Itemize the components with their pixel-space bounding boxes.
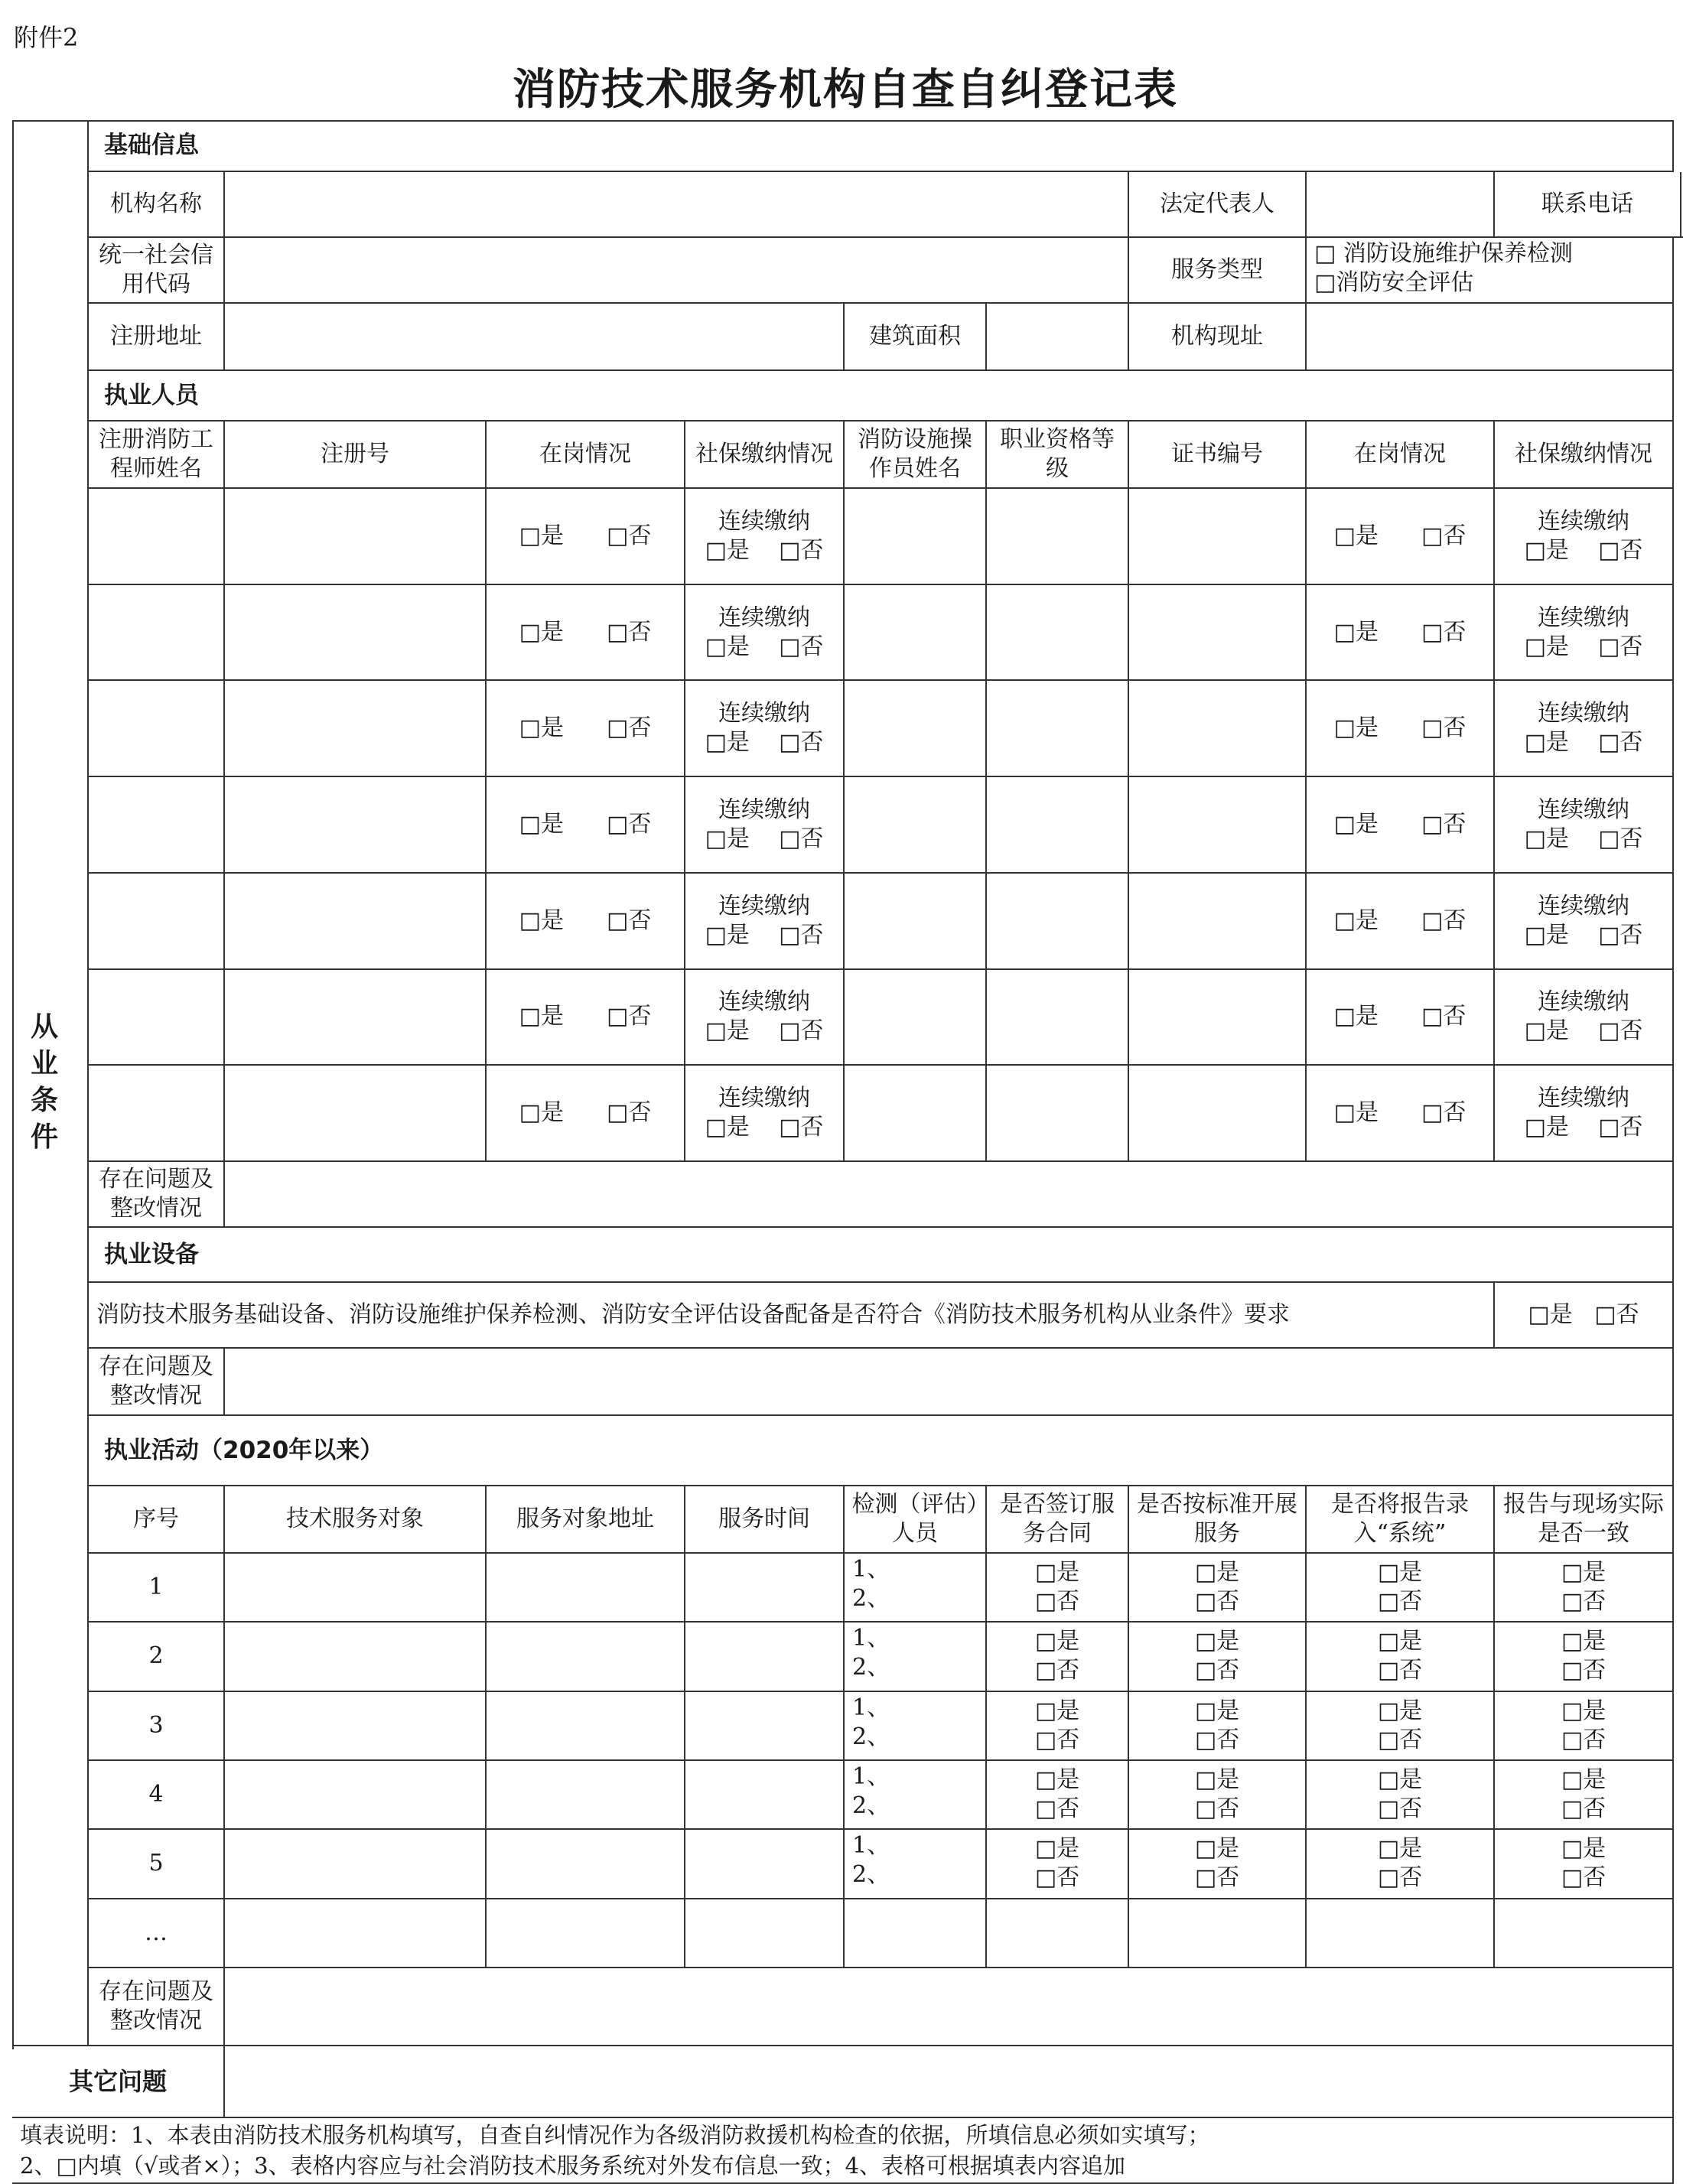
no-checkbox: □否 bbox=[607, 1099, 652, 1127]
social-insurance-checkboxes[interactable] bbox=[1495, 1066, 1674, 1162]
yes-no-checkboxes[interactable] bbox=[1307, 1554, 1495, 1623]
continuous-label: 连续缴纳 bbox=[718, 700, 810, 727]
inspector-line: 1、 bbox=[852, 1763, 890, 1790]
yes-no-checkboxes[interactable] bbox=[1495, 1623, 1674, 1691]
engineer-name-field[interactable] bbox=[89, 777, 225, 874]
yes-no-checkbox: □是 □否 bbox=[1524, 633, 1643, 660]
reg-number-field[interactable] bbox=[225, 681, 487, 777]
no-checkbox: □否 bbox=[1034, 1864, 1080, 1892]
yes-no-checkbox: □是 □否 bbox=[705, 1017, 824, 1045]
service-address-field[interactable] bbox=[487, 1692, 685, 1761]
no-checkbox: □否 bbox=[1034, 1588, 1080, 1616]
yes-checkbox: □是 bbox=[519, 1099, 564, 1127]
inspector-line: 2、 bbox=[852, 1585, 890, 1612]
issues-field[interactable] bbox=[225, 1162, 1674, 1228]
no-checkbox: □否 bbox=[1421, 618, 1467, 646]
no-checkbox: □否 bbox=[1377, 1726, 1423, 1753]
cert-number-field[interactable] bbox=[1129, 489, 1307, 585]
row-sequence: 3 bbox=[89, 1692, 225, 1761]
row-sequence: 5 bbox=[89, 1830, 225, 1899]
no-checkbox: □否 bbox=[1561, 1795, 1606, 1823]
activity-header-5: 是否签订服务合同 bbox=[987, 1486, 1129, 1554]
service-address-field[interactable] bbox=[487, 1623, 685, 1691]
qualification-field[interactable] bbox=[987, 585, 1129, 682]
yes-no-checkboxes[interactable] bbox=[987, 1761, 1129, 1830]
service-address-field[interactable] bbox=[487, 1761, 685, 1830]
social-insurance-checkboxes[interactable] bbox=[685, 585, 845, 682]
inspector-line: 2、 bbox=[852, 1654, 890, 1681]
on-duty-checkboxes[interactable] bbox=[487, 585, 685, 682]
yes-no-checkboxes[interactable] bbox=[1307, 1692, 1495, 1761]
social-insurance-checkboxes[interactable] bbox=[1495, 681, 1674, 777]
yes-no-checkboxes[interactable] bbox=[1307, 1830, 1495, 1899]
yes-checkbox: □是 bbox=[1561, 1697, 1606, 1724]
social-insurance-checkboxes[interactable] bbox=[1495, 585, 1674, 682]
operator-name-field[interactable] bbox=[845, 970, 987, 1066]
no-checkbox: □否 bbox=[1377, 1588, 1423, 1616]
yes-no-checkboxes[interactable] bbox=[987, 1830, 1129, 1899]
yes-no-checkbox: □是 □否 bbox=[705, 825, 824, 852]
building-area-field[interactable] bbox=[987, 304, 1129, 371]
social-insurance-checkboxes[interactable] bbox=[685, 1066, 845, 1162]
social-insurance-checkboxes[interactable] bbox=[685, 681, 845, 777]
continuous-label: 连续缴纳 bbox=[718, 507, 810, 535]
inspector-line: 1、 bbox=[852, 1556, 890, 1583]
no-checkbox: □否 bbox=[1034, 1657, 1080, 1684]
service-target-field[interactable] bbox=[225, 1899, 487, 1968]
yes-no-checkboxes[interactable] bbox=[987, 1899, 1129, 1968]
yes-checkbox: □是 bbox=[519, 618, 564, 646]
on-duty-checkboxes[interactable] bbox=[1307, 777, 1495, 874]
continuous-label: 连续缴纳 bbox=[1538, 988, 1629, 1016]
service-target-field[interactable] bbox=[225, 1554, 487, 1623]
yes-checkbox: □是 bbox=[1194, 1559, 1240, 1587]
issues-label: 存在问题及整改情况 bbox=[89, 1968, 225, 2046]
social-insurance-checkboxes[interactable] bbox=[685, 970, 845, 1066]
yes-no-checkboxes[interactable] bbox=[1495, 1761, 1674, 1830]
yes-checkbox: □是 bbox=[1561, 1835, 1606, 1863]
org-name-label: 机构名称 bbox=[89, 172, 225, 238]
continuous-label: 连续缴纳 bbox=[1538, 892, 1629, 919]
social-insurance-checkboxes[interactable] bbox=[685, 489, 845, 585]
attachment-label: 附件2 bbox=[14, 23, 79, 52]
no-checkbox: □否 bbox=[1034, 1726, 1080, 1753]
side-label-cell: 从业条件 bbox=[12, 120, 89, 2046]
other-issues-field[interactable] bbox=[225, 2046, 1674, 2118]
yes-checkbox: □是 bbox=[519, 714, 564, 742]
yes-no-checkboxes[interactable] bbox=[1129, 1623, 1307, 1691]
service-type-label: 服务类型 bbox=[1129, 238, 1307, 304]
service-target-field[interactable] bbox=[225, 1623, 487, 1691]
yes-checkbox: □是 bbox=[519, 1003, 564, 1030]
yes-no-checkboxes[interactable] bbox=[1495, 1692, 1674, 1761]
yes-checkbox: □是 bbox=[1034, 1559, 1080, 1587]
engineer-name-field[interactable] bbox=[89, 874, 225, 970]
phone-label: 联系电话 bbox=[1495, 172, 1681, 238]
yes-no-checkboxes[interactable] bbox=[1129, 1554, 1307, 1623]
inspector-line: 1、 bbox=[852, 1625, 890, 1652]
yes-checkbox: □是 bbox=[1561, 1559, 1606, 1587]
building-area-label: 建筑面积 bbox=[845, 304, 987, 371]
continuous-label: 连续缴纳 bbox=[1538, 604, 1629, 631]
yes-checkbox: □是 bbox=[1034, 1628, 1080, 1655]
yes-checkbox: □是 bbox=[1377, 1628, 1423, 1655]
yes-no-checkbox: □是 □否 bbox=[705, 921, 824, 949]
yes-checkbox: □是 bbox=[1561, 1628, 1606, 1655]
no-checkbox: □否 bbox=[1421, 810, 1467, 838]
yes-no-checkbox: □是 □否 bbox=[705, 729, 824, 757]
operator-name-field[interactable] bbox=[845, 585, 987, 682]
on-duty-checkboxes[interactable] bbox=[1307, 681, 1495, 777]
no-checkbox: □否 bbox=[1421, 1099, 1467, 1127]
row-sequence: 4 bbox=[89, 1761, 225, 1830]
staff-header-1: 注册号 bbox=[225, 422, 487, 489]
credit-code-field[interactable] bbox=[225, 238, 1129, 304]
social-insurance-checkboxes[interactable] bbox=[1495, 777, 1674, 874]
reg-address-field[interactable] bbox=[225, 304, 845, 371]
no-checkbox: □否 bbox=[607, 714, 652, 742]
yes-no-checkbox: □是 □否 bbox=[1524, 921, 1643, 949]
inspector-field[interactable] bbox=[845, 1761, 987, 1830]
form-title: 消防技术服务机构自查自纠登记表 bbox=[513, 65, 1178, 115]
continuous-label: 连续缴纳 bbox=[718, 796, 810, 823]
activity-header-0: 序号 bbox=[89, 1486, 225, 1554]
no-checkbox: □否 bbox=[607, 618, 652, 646]
no-checkbox: □否 bbox=[1421, 1003, 1467, 1030]
service-option-checkbox: □ 消防设施维护保养检测 bbox=[1314, 240, 1573, 267]
on-duty-checkboxes[interactable] bbox=[1307, 585, 1495, 682]
on-duty-checkboxes[interactable] bbox=[1307, 874, 1495, 970]
yes-checkbox: □是 bbox=[1333, 522, 1379, 549]
yes-no-checkbox: □是 □否 bbox=[1524, 729, 1643, 757]
on-duty-checkboxes[interactable] bbox=[1307, 1066, 1495, 1162]
on-duty-checkboxes[interactable] bbox=[1307, 489, 1495, 585]
yes-checkbox: □是 bbox=[1561, 1766, 1606, 1794]
activity-header-6: 是否按标准开展服务 bbox=[1129, 1486, 1307, 1554]
inspector-field[interactable] bbox=[845, 1899, 987, 1968]
activity-header-4: 检测（评估）人员 bbox=[845, 1486, 987, 1554]
on-duty-checkboxes[interactable] bbox=[1307, 970, 1495, 1066]
other-issues-label: 其它问题 bbox=[12, 2046, 225, 2118]
qualification-field[interactable] bbox=[987, 1066, 1129, 1162]
inspector-field[interactable] bbox=[845, 1692, 987, 1761]
cert-number-field[interactable] bbox=[1129, 681, 1307, 777]
continuous-label: 连续缴纳 bbox=[1538, 1085, 1629, 1112]
service-time-field[interactable] bbox=[685, 1830, 845, 1899]
activity-header-3: 服务时间 bbox=[685, 1486, 845, 1554]
yes-no-checkboxes[interactable] bbox=[1495, 1899, 1674, 1968]
continuous-label: 连续缴纳 bbox=[718, 1085, 810, 1112]
no-checkbox: □否 bbox=[1561, 1864, 1606, 1892]
instruction-line: 填表说明：1、本表由消防技术服务机构填写，自查自纠情况作为各级消防救援机构检查的依据，所填信息必须如实填写； bbox=[20, 2122, 1210, 2148]
no-checkbox: □否 bbox=[1377, 1864, 1423, 1892]
yes-checkbox: □是 bbox=[1194, 1835, 1240, 1863]
row-sequence: 1 bbox=[89, 1554, 225, 1623]
activity-header-2: 服务对象地址 bbox=[487, 1486, 685, 1554]
continuous-label: 连续缴纳 bbox=[718, 604, 810, 631]
yes-checkbox: □是 bbox=[1034, 1697, 1080, 1724]
yes-checkbox: □是 bbox=[1333, 714, 1379, 742]
qualification-field[interactable] bbox=[987, 681, 1129, 777]
social-insurance-checkboxes[interactable] bbox=[685, 777, 845, 874]
yes-checkbox: □是 bbox=[1333, 1003, 1379, 1030]
no-checkbox: □否 bbox=[1561, 1588, 1606, 1616]
credit-code-label: 统一社会信用代码 bbox=[89, 238, 225, 304]
yes-checkbox: □是 bbox=[1034, 1835, 1080, 1863]
inspector-field[interactable] bbox=[845, 1623, 987, 1691]
yes-checkbox: □是 bbox=[1333, 906, 1379, 934]
yes-checkbox: □是 bbox=[1333, 1099, 1379, 1127]
yes-no-checkbox: □是 □否 bbox=[705, 1114, 824, 1141]
yes-checkbox: □是 bbox=[1194, 1766, 1240, 1794]
yes-no-checkboxes[interactable] bbox=[987, 1692, 1129, 1761]
fill-instructions bbox=[12, 2118, 1674, 2184]
issues-field[interactable] bbox=[225, 1968, 1674, 2046]
service-time-field[interactable] bbox=[685, 1623, 845, 1691]
inspector-line: 1、 bbox=[852, 1832, 890, 1860]
operator-name-field[interactable] bbox=[845, 489, 987, 585]
no-checkbox: □否 bbox=[607, 906, 652, 934]
no-checkbox: □否 bbox=[1377, 1657, 1423, 1684]
service-target-field[interactable] bbox=[225, 1830, 487, 1899]
no-checkbox: □否 bbox=[1194, 1795, 1240, 1823]
yes-checkbox: □是 bbox=[519, 522, 564, 549]
engineer-name-field[interactable] bbox=[89, 970, 225, 1066]
yes-checkbox: □是 bbox=[1377, 1697, 1423, 1724]
inspector-line: 1、 bbox=[852, 1694, 890, 1721]
yes-no-checkboxes[interactable] bbox=[1129, 1761, 1307, 1830]
no-checkbox: □否 bbox=[607, 810, 652, 838]
section-staff: 执业人员 bbox=[89, 371, 1674, 422]
section-equipment: 执业设备 bbox=[89, 1228, 1674, 1283]
reg-number-field[interactable] bbox=[225, 970, 487, 1066]
yes-no-checkboxes[interactable] bbox=[1129, 1899, 1307, 1968]
yes-checkbox: □是 bbox=[1333, 810, 1379, 838]
qualification-field[interactable] bbox=[987, 777, 1129, 874]
service-type-options[interactable] bbox=[1307, 238, 1674, 304]
legal-rep-label: 法定代表人 bbox=[1129, 172, 1307, 238]
yes-checkbox: □是 bbox=[1333, 618, 1379, 646]
social-insurance-checkboxes[interactable] bbox=[685, 874, 845, 970]
no-checkbox: □否 bbox=[607, 522, 652, 549]
current-address-field[interactable] bbox=[1307, 304, 1674, 371]
staff-header-7: 在岗情况 bbox=[1307, 422, 1495, 489]
service-time-field[interactable] bbox=[685, 1761, 845, 1830]
engineer-name-field[interactable] bbox=[89, 585, 225, 682]
on-duty-checkboxes[interactable] bbox=[487, 970, 685, 1066]
social-insurance-checkboxes[interactable] bbox=[1495, 970, 1674, 1066]
instruction-line: 2、□内填（√或者×）；3、表格内容应与社会消防技术服务系统对外发布信息一致；4、表格可根据填表内容追加 bbox=[20, 2153, 1126, 2179]
service-time-field[interactable] bbox=[685, 1554, 845, 1623]
yes-no-checkboxes[interactable] bbox=[987, 1623, 1129, 1691]
on-duty-checkboxes[interactable] bbox=[487, 1066, 685, 1162]
current-address-label: 机构现址 bbox=[1129, 304, 1307, 371]
section-basic-info: 基础信息 bbox=[89, 120, 1674, 172]
activity-header-1: 技术服务对象 bbox=[225, 1486, 487, 1554]
staff-header-3: 社保缴纳情况 bbox=[685, 422, 845, 489]
continuous-label: 连续缴纳 bbox=[1538, 507, 1629, 535]
no-checkbox: □否 bbox=[607, 1003, 652, 1030]
org-name-field[interactable] bbox=[225, 172, 1129, 238]
operator-name-field[interactable] bbox=[845, 874, 987, 970]
no-checkbox: □否 bbox=[1421, 906, 1467, 934]
equipment-question: 消防技术服务基础设备、消防设施维护保养检测、消防安全评估设备配备是否符合《消防技术服务机构从业条件》要求 bbox=[89, 1283, 1495, 1349]
service-target-field[interactable] bbox=[225, 1692, 487, 1761]
inspector-line: 2、 bbox=[852, 1723, 890, 1750]
service-target-field[interactable] bbox=[225, 1761, 487, 1830]
no-checkbox: □否 bbox=[1561, 1726, 1606, 1753]
qualification-field[interactable] bbox=[987, 874, 1129, 970]
cert-number-field[interactable] bbox=[1129, 777, 1307, 874]
yes-checkbox: □是 bbox=[1377, 1835, 1423, 1863]
yes-no-checkboxes[interactable] bbox=[1307, 1761, 1495, 1830]
continuous-label: 连续缴纳 bbox=[718, 892, 810, 919]
on-duty-checkboxes[interactable] bbox=[487, 874, 685, 970]
cert-number-field[interactable] bbox=[1129, 970, 1307, 1066]
on-duty-checkboxes[interactable] bbox=[487, 777, 685, 874]
service-option-checkbox: □消防安全评估 bbox=[1314, 269, 1474, 296]
service-address-field[interactable] bbox=[487, 1830, 685, 1899]
no-checkbox: □否 bbox=[1377, 1795, 1423, 1823]
no-checkbox: □否 bbox=[1194, 1726, 1240, 1753]
inspector-line: 2、 bbox=[852, 1792, 890, 1819]
reg-number-field[interactable] bbox=[225, 777, 487, 874]
yes-checkbox: □是 bbox=[1377, 1766, 1423, 1794]
cert-number-field[interactable] bbox=[1129, 1066, 1307, 1162]
no-checkbox: □否 bbox=[1194, 1588, 1240, 1616]
yes-no-checkboxes[interactable] bbox=[1495, 1830, 1674, 1899]
service-address-field[interactable] bbox=[487, 1554, 685, 1623]
engineer-name-field[interactable] bbox=[89, 681, 225, 777]
issues-field[interactable] bbox=[225, 1349, 1674, 1416]
reg-address-label: 注册地址 bbox=[89, 304, 225, 371]
row-sequence: … bbox=[89, 1899, 225, 1968]
staff-header-8: 社保缴纳情况 bbox=[1495, 422, 1674, 489]
yes-no-checkbox: □是 □否 bbox=[1524, 1114, 1643, 1141]
staff-header-2: 在岗情况 bbox=[487, 422, 685, 489]
engineer-name-field[interactable] bbox=[89, 1066, 225, 1162]
issues-label: 存在问题及整改情况 bbox=[89, 1162, 225, 1228]
reg-number-field[interactable] bbox=[225, 874, 487, 970]
yes-checkbox: □是 bbox=[1034, 1766, 1080, 1794]
yes-no-checkbox: □是 □否 bbox=[1524, 536, 1643, 564]
cert-number-field[interactable] bbox=[1129, 585, 1307, 682]
section-activity: 执业活动（2020年以来） bbox=[89, 1416, 1674, 1486]
reg-number-field[interactable] bbox=[225, 489, 487, 585]
yes-checkbox: □是 bbox=[1194, 1697, 1240, 1724]
social-insurance-checkboxes[interactable] bbox=[1495, 489, 1674, 585]
yes-checkbox: □是 bbox=[519, 906, 564, 934]
operator-name-field[interactable] bbox=[845, 777, 987, 874]
on-duty-checkboxes[interactable] bbox=[487, 681, 685, 777]
staff-header-0: 注册消防工程师姓名 bbox=[89, 422, 225, 489]
reg-number-field[interactable] bbox=[225, 585, 487, 682]
inspector-line: 2、 bbox=[852, 1861, 890, 1889]
service-address-field[interactable] bbox=[487, 1899, 685, 1968]
no-checkbox: □否 bbox=[1561, 1657, 1606, 1684]
no-checkbox: □否 bbox=[1194, 1864, 1240, 1892]
equipment-answer-checkboxes[interactable]: □是 □否 bbox=[1495, 1283, 1674, 1349]
registration-table bbox=[12, 120, 1674, 2179]
continuous-label: 连续缴纳 bbox=[1538, 796, 1629, 823]
continuous-label: 连续缴纳 bbox=[1538, 700, 1629, 727]
yes-no-checkboxes[interactable] bbox=[1307, 1899, 1495, 1968]
operator-name-field[interactable] bbox=[845, 1066, 987, 1162]
yes-no-checkboxes[interactable] bbox=[1495, 1554, 1674, 1623]
yes-no-checkboxes[interactable] bbox=[1129, 1830, 1307, 1899]
no-checkbox: □否 bbox=[1034, 1795, 1080, 1823]
yes-no-checkboxes[interactable] bbox=[1129, 1692, 1307, 1761]
staff-header-4: 消防设施操作员姓名 bbox=[845, 422, 987, 489]
qualification-field[interactable] bbox=[987, 970, 1129, 1066]
inspector-field[interactable] bbox=[845, 1554, 987, 1623]
operator-name-field[interactable] bbox=[845, 681, 987, 777]
yes-no-checkboxes[interactable] bbox=[1307, 1623, 1495, 1691]
yes-no-checkbox: □是 □否 bbox=[1524, 1017, 1643, 1045]
yes-no-checkbox: □是 □否 bbox=[1524, 825, 1643, 852]
no-checkbox: □否 bbox=[1421, 714, 1467, 742]
yes-no-checkbox: □是 □否 bbox=[705, 633, 824, 660]
social-insurance-checkboxes[interactable] bbox=[1495, 874, 1674, 970]
staff-header-6: 证书编号 bbox=[1129, 422, 1307, 489]
reg-number-field[interactable] bbox=[225, 1066, 487, 1162]
service-time-field[interactable] bbox=[685, 1899, 845, 1968]
yes-checkbox: □是 bbox=[519, 810, 564, 838]
no-checkbox: □否 bbox=[1421, 522, 1467, 549]
qualification-field[interactable] bbox=[987, 489, 1129, 585]
yes-no-checkboxes[interactable] bbox=[987, 1554, 1129, 1623]
row-sequence: 2 bbox=[89, 1623, 225, 1691]
continuous-label: 连续缴纳 bbox=[718, 988, 810, 1016]
cert-number-field[interactable] bbox=[1129, 874, 1307, 970]
yes-checkbox: □是 bbox=[1194, 1628, 1240, 1655]
yes-no-checkbox: □是 □否 bbox=[705, 536, 824, 564]
no-checkbox: □否 bbox=[1194, 1657, 1240, 1684]
on-duty-checkboxes[interactable] bbox=[487, 489, 685, 585]
legal-rep-field[interactable] bbox=[1307, 172, 1495, 238]
yes-checkbox: □是 bbox=[1377, 1559, 1423, 1587]
activity-header-7: 是否将报告录入“系统” bbox=[1307, 1486, 1495, 1554]
activity-header-8: 报告与现场实际是否一致 bbox=[1495, 1486, 1674, 1554]
issues-label: 存在问题及整改情况 bbox=[89, 1349, 225, 1416]
staff-header-5: 职业资格等级 bbox=[987, 422, 1129, 489]
service-time-field[interactable] bbox=[685, 1692, 845, 1761]
inspector-field[interactable] bbox=[845, 1830, 987, 1899]
engineer-name-field[interactable] bbox=[89, 489, 225, 585]
